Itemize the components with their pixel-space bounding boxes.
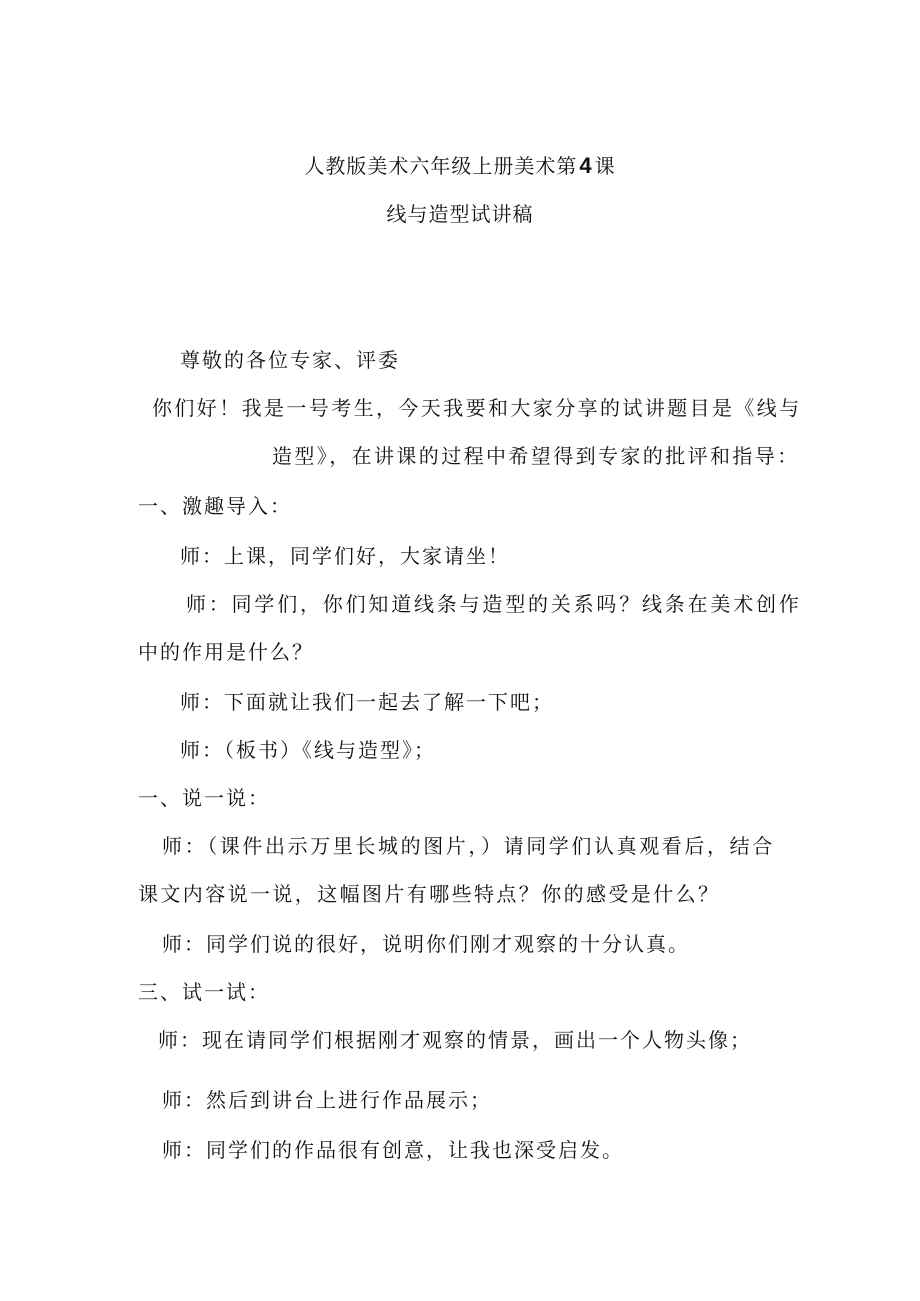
title-text-before: 人教版美术六年级上册美术第	[304, 154, 578, 178]
section-heading: 一、说一说：	[138, 786, 270, 810]
document-subtitle: 线与造型试讲稿	[386, 202, 534, 226]
paragraph-line: 中的作用是什么？	[138, 640, 314, 664]
intro-line-cont: 造型》，在讲课的过程中希望得到专家的批评和指导：	[272, 444, 800, 468]
document-title	[0, 150, 920, 179]
section-heading: 三、试一试：	[138, 980, 270, 1004]
greeting-line: 尊敬的各位专家、评委	[180, 348, 400, 372]
lesson-number: 4	[579, 153, 593, 178]
title-text-after: 课	[594, 154, 616, 178]
paragraph-line: 师：同学们的作品很有创意，让我也深受启发。	[162, 1138, 624, 1162]
paragraph-line: 课文内容说一说，这幅图片有哪些特点？你的感受是什么？	[138, 882, 721, 906]
paragraph-line: 师：同学们，你们知道线条与造型的关系吗？线条在美术创作	[186, 592, 802, 616]
paragraph-line: 师：（板书）《线与造型》；	[180, 738, 436, 762]
intro-line: 你们好！我是一号考生，今天我要和大家分享的试讲题目是《线与	[152, 396, 802, 420]
paragraph-line: 师：然后到讲台上进行作品展示；	[162, 1088, 492, 1112]
paragraph-line: 师：现在请同学们根据刚才观察的情景，画出一个人物头像；	[158, 1028, 752, 1052]
paragraph-line: 师：上课，同学们好，大家请坐！	[180, 544, 510, 568]
paragraph-line: 师：（课件出示万里长城的图片，）请同学们认真观看后，结合	[162, 834, 775, 858]
section-heading: 一、激趣导入：	[138, 494, 292, 518]
paragraph-line: 师：下面就让我们一起去了解一下吧；	[180, 690, 554, 714]
paragraph-line: 师：同学们说的很好，说明你们刚才观察的十分认真。	[162, 932, 690, 956]
